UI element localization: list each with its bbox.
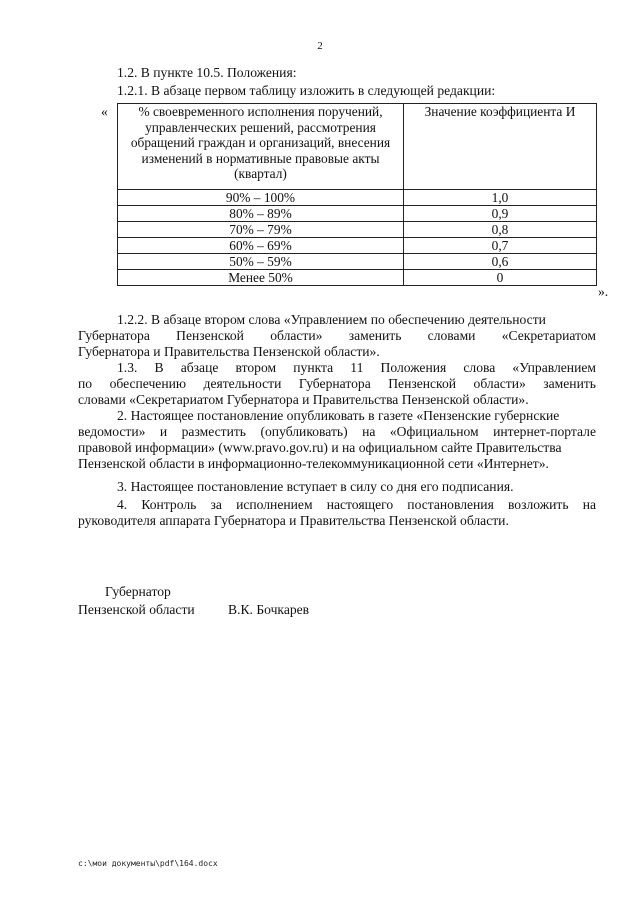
para-2-line-1: 2. Настоящее постановление опубликовать в газете «Пензенские губернские xyxy=(117,408,560,423)
para-1-3-line-1: 1.3. В абзаце втором пункта 11 Положения слова «Управлением xyxy=(117,360,596,375)
table-cell-value: 0 xyxy=(404,270,597,286)
para-2-line-4: Пензенской области в информационно-телекоммуникационной сети «Интернет». xyxy=(78,456,549,471)
table-cell-range: 60% – 69% xyxy=(118,238,404,254)
footer-file-path: c:\мои документы\pdf\164.docx xyxy=(78,859,218,868)
table-cell-value: 0,9 xyxy=(404,206,597,222)
table-cell-range: 80% – 89% xyxy=(118,206,404,222)
signature-title-line-1: Губернатор xyxy=(105,584,171,599)
table-cell-value: 0,8 xyxy=(404,222,597,238)
para-1-2-2-line-3: Губернатора и Правительства Пензенской области». xyxy=(78,344,380,359)
para-2-line-2: ведомости» и разместить (опубликовать) на «Официальном интернет-портале xyxy=(78,424,596,439)
signature-title-line-2: Пензенской области xyxy=(78,602,195,617)
para-1-3-line-3: словами «Секретариатом Губернатора и Правительства Пензенской области». xyxy=(78,392,529,407)
table-cell-range: 50% – 59% xyxy=(118,254,404,270)
table-row xyxy=(118,222,597,238)
signature-name: В.К. Бочкарев xyxy=(228,602,310,617)
para-4-line-2: руководителя аппарата Губернатора и Правительства Пензенской области. xyxy=(78,513,509,528)
table-row xyxy=(118,238,597,254)
para-4-line-1: 4. Контроль за исполнением настоящего постановления возложить на xyxy=(117,497,596,512)
table-row xyxy=(118,270,597,286)
table-cell-value: 0,7 xyxy=(404,238,597,254)
table-header-percent: % своевременного исполнения поручений, управленческих решений, рассмотрения обращений граждан и организаций, внесения изменений в нормативные правовые акты (квартал) xyxy=(118,104,404,190)
para-3: 3. Настоящее постановление вступает в силу со дня его подписания. xyxy=(117,479,514,494)
table-row xyxy=(118,190,597,206)
quote-open: « xyxy=(101,104,108,119)
table-row xyxy=(118,206,597,222)
table-row xyxy=(118,254,597,270)
table-cell-range: 70% – 79% xyxy=(118,222,404,238)
para-1-3-line-2: по обеспечению деятельности Губернатора Пензенской области» заменить xyxy=(78,376,596,391)
table-cell-value: 0,6 xyxy=(404,254,597,270)
coefficient-table xyxy=(117,103,597,286)
para-1-2-2-line-1: 1.2.2. В абзаце втором слова «Управлением по обеспечению деятельности xyxy=(117,312,546,327)
quote-close: ». xyxy=(598,284,609,299)
item-1-2: 1.2. В пункте 10.5. Положения: xyxy=(117,65,297,80)
para-1-2-2-line-2: Губернатора Пензенской области» заменить словами «Секретариатом xyxy=(78,328,596,343)
para-2-line-3: правовой информации» (www.pravo.gov.ru) и на официальном сайте Правительства xyxy=(78,440,562,455)
table-cell-range: Менее 50% xyxy=(118,270,404,286)
table-header-row xyxy=(118,104,597,190)
table-cell-range: 90% – 100% xyxy=(118,190,404,206)
page-number: 2 xyxy=(317,40,323,52)
table-header-coefficient: Значение коэффициента И xyxy=(404,104,597,190)
item-1-2-1: 1.2.1. В абзаце первом таблицу изложить в следующей редакции: xyxy=(117,83,496,98)
table-cell-value: 1,0 xyxy=(404,190,597,206)
